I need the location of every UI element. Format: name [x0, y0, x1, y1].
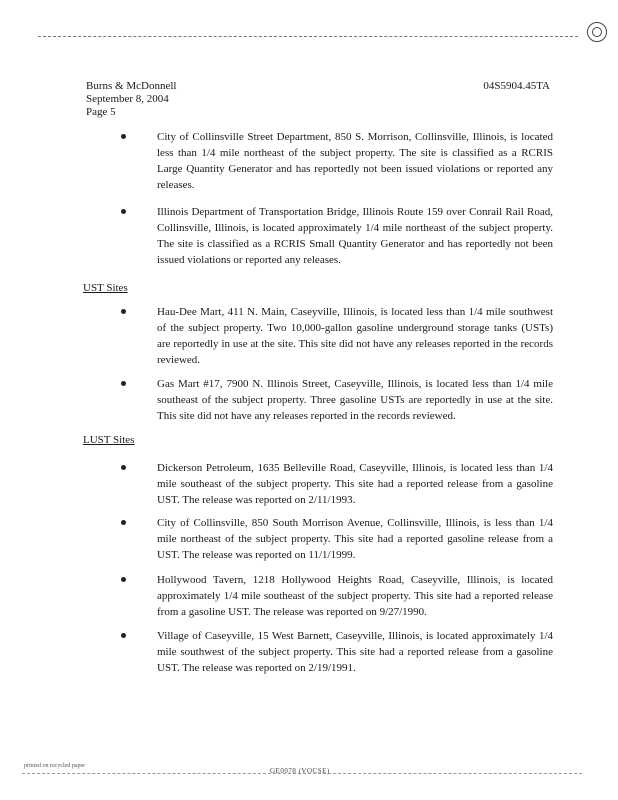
section-heading-lust: LUST Sites — [83, 434, 135, 446]
bullet-icon — [121, 381, 126, 386]
bullet-icon — [121, 209, 126, 214]
bullet-icon — [121, 633, 126, 638]
seal-icon — [587, 22, 607, 42]
list-item-text: Hau-Dee Mart, 411 N. Main, Caseyville, Illinois, is located less than 1/4 mile southwest of the subject property. Two 10,000-gallon gasoline underground storage tanks (USTs) are reportedly in use at the site. This site did not have any releases reported in the records reviewed. — [157, 306, 553, 366]
document-code: GE0078 (VOCSE) — [270, 767, 330, 775]
list-item-text: Gas Mart #17, 7900 N. Illinois Street, Caseyville, Illinois, is located less than 1/4 mile southeast of the subject property. Three gasoline USTs are reportedly in use at the site. This site did not have any releases reported in the records reviewed. — [157, 378, 553, 422]
bullet-icon — [121, 577, 126, 582]
list-item-text: Illinois Department of Transportation Bridge, Illinois Route 159 over Conrail Rail Road, Collinsville, Illinois, is located approximately 1/4 mile northeast of the subject property. The site is classified as a RCRIS Small Quantity Generator and has reportedly not been issued violations or reported any releases. — [157, 206, 553, 266]
bullet-icon — [121, 465, 126, 470]
header-page: Page 5 — [86, 106, 116, 118]
header-date: September 8, 2004 — [86, 93, 169, 105]
list-item-text: City of Collinsville Street Department, 850 S. Morrison, Collinsville, Illinois, is located less than 1/4 mile northeast of the subject property. The site is classified as a RCRIS Large Quantity Generator and has reportedly not been issued violations or reported any releases. — [157, 131, 553, 191]
scan-top-rule — [38, 36, 578, 37]
list-item-text: Village of Caseyville, 15 West Barnett, Caseyville, Illinois, is located approximately 1/4 mile southwest of the subject property. This site had a reported release from a gasoline UST. The release was reported on 2/19/1991. — [157, 630, 553, 674]
bullet-icon — [121, 520, 126, 525]
list-item-text: City of Collinsville, 850 South Morrison Avenue, Collinsville, Illinois, is less than 1/4 mile northeast of the subject property. This site had a reported gasoline release from a UST. The release was reported on 11/1/1999. — [157, 517, 553, 561]
recycled-paper-note: printed on recycled paper — [24, 763, 86, 769]
list-item-text: Hollywood Tavern, 1218 Hollywood Heights Road, Caseyville, Illinois, is located approximately 1/4 mile southeast of the subject property. This site had a reported release from a gasoline UST. The release was reported on 9/27/1990. — [157, 574, 553, 618]
bullet-icon — [121, 134, 126, 139]
section-heading-ust: UST Sites — [83, 282, 128, 294]
project-number: 04S5904.45TA — [483, 80, 550, 92]
letter-header — [86, 80, 176, 119]
list-item-text: Dickerson Petroleum, 1635 Belleville Road, Caseyville, Illinois, is located less than 1/4 mile southeast of the subject property. This site had a reported release from a gasoline UST. The release was reported on 2/11/1993. — [157, 462, 553, 506]
header-company: Burns & McDonnell — [86, 80, 177, 92]
bullet-icon — [121, 309, 126, 314]
